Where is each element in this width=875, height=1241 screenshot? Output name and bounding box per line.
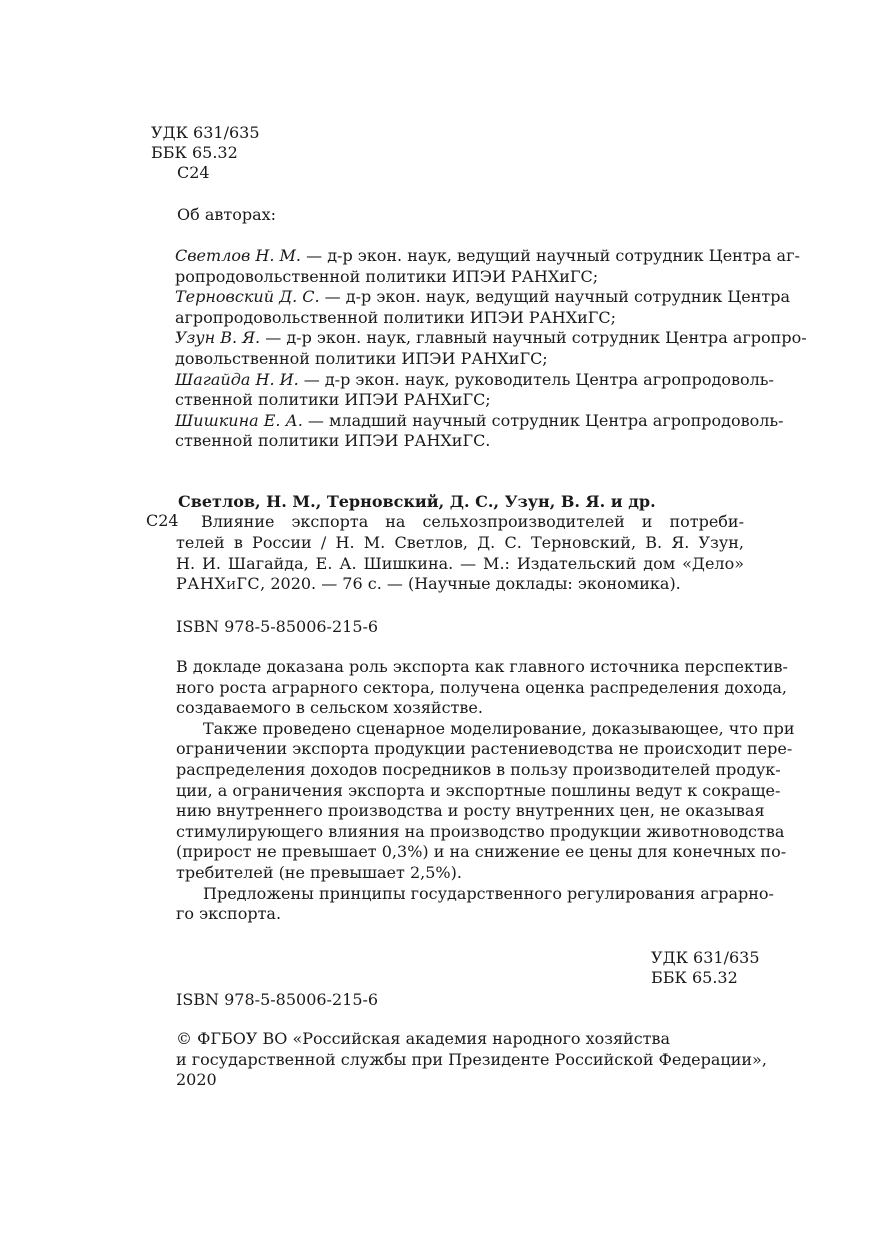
author-line: ропродовольственной политики ИПЭИ РАНХиГС; (175, 266, 599, 286)
udk-code-bottom: УДК 631/635 (651, 948, 760, 967)
catalog-author-sign: С24 (146, 511, 179, 530)
catalog-line: телей в России / Н. М. Светлов, Д. С. Терновский, В. Я. Узун, (176, 533, 744, 552)
about-authors-heading: Об авторах: (177, 205, 277, 224)
bbk-code-bottom: ББК 65.32 (651, 968, 738, 987)
udk-code-top: УДК 631/635 (151, 123, 260, 142)
copyright-line: © ФГБОУ ВО «Российская академия народного хозяйства (176, 1029, 671, 1048)
author-line: Шагайда Н. И. — д-р экон. наук, руководитель Центра агропродоволь- (175, 369, 774, 389)
abstract-line: ограничении экспорта продукции растениеводства не происходит пере- (176, 739, 793, 759)
author-line: Светлов Н. М. — д-р экон. наук, ведущий научный сотрудник Центра аг- (175, 246, 800, 265)
catalog-entry (176, 533, 744, 595)
author-line: агропродовольственной политики ИПЭИ РАНХиГС; (175, 307, 617, 327)
author-line: довольственной политики ИПЭИ РАНХиГС; (175, 348, 548, 368)
isbn-bottom: ISBN 978-5-85006-215-6 (176, 990, 379, 1009)
abstract-line: ного роста аграрного сектора, получена оценка распределения дохода, (176, 677, 788, 697)
authors-list (175, 246, 807, 452)
author-line: Узун В. Я. — д-р экон. наук, главный научный сотрудник Центра агропро- (175, 328, 807, 348)
catalog-heading: Светлов, Н. М., Терновский, Д. С., Узун, В. Я. и др. (178, 492, 656, 511)
abstract-line: стимулирующего влияния на производство продукции животноводства (176, 821, 785, 841)
copyright (176, 1029, 767, 1091)
author-sign-top: С24 (177, 163, 210, 182)
isbn: ISBN 978-5-85006-215-6 (176, 617, 379, 636)
author-line: Терновский Д. С. — д-р экон. наук, ведущий научный сотрудник Центра (175, 287, 791, 307)
author-line: ственной политики ИПЭИ РАНХиГС. (175, 431, 491, 451)
catalog-line: РАНХиГС, 2020. — 76 с. — (Научные доклады: экономика). (176, 574, 681, 594)
copyright-line: 2020 (176, 1070, 217, 1090)
abstract-line: требителей (не превышает 2,5%). (176, 862, 462, 882)
abstract-line: (прирост не превышает 0,3%) и на снижение ее цены для конечных по- (176, 842, 787, 862)
catalog-line: Влияние экспорта на сельхозпроизводителей и потреби- (201, 512, 744, 531)
abstract-line: распределения доходов посредников в пользу производителей продук- (176, 759, 781, 779)
abstract-line: ции, а ограничения экспорта и экспортные пошлины ведут к сокраще- (176, 780, 781, 800)
abstract-line: В докладе доказана роль экспорта как главного источника перспектив- (176, 657, 788, 676)
abstract-line: Также проведено сценарное моделирование, доказывающее, что при (203, 718, 795, 738)
catalog-entry-first (201, 512, 744, 533)
bbk-code-top: ББК 65.32 (151, 143, 238, 162)
copyright-line: и государственной службы при Президенте Российской Федерации», (176, 1049, 767, 1069)
abstract-line: Предложены принципы государственного регулирования аграрно- (203, 883, 774, 903)
abstract-line: го экспорта. (176, 904, 282, 924)
author-line: Шишкина Е. А. — младший научный сотрудник Центра агропродоволь- (175, 410, 784, 430)
catalog-line: Н. И. Шагайда, Е. А. Шишкина. — М.: Издательский дом «Дело» (176, 553, 744, 573)
abstract (176, 657, 795, 925)
author-line: ственной политики ИПЭИ РАНХиГС; (175, 390, 491, 410)
abstract-line: создаваемого в сельском хозяйстве. (176, 698, 483, 718)
abstract-line: нию внутреннего производства и росту внутренних цен, не оказывая (176, 801, 765, 821)
